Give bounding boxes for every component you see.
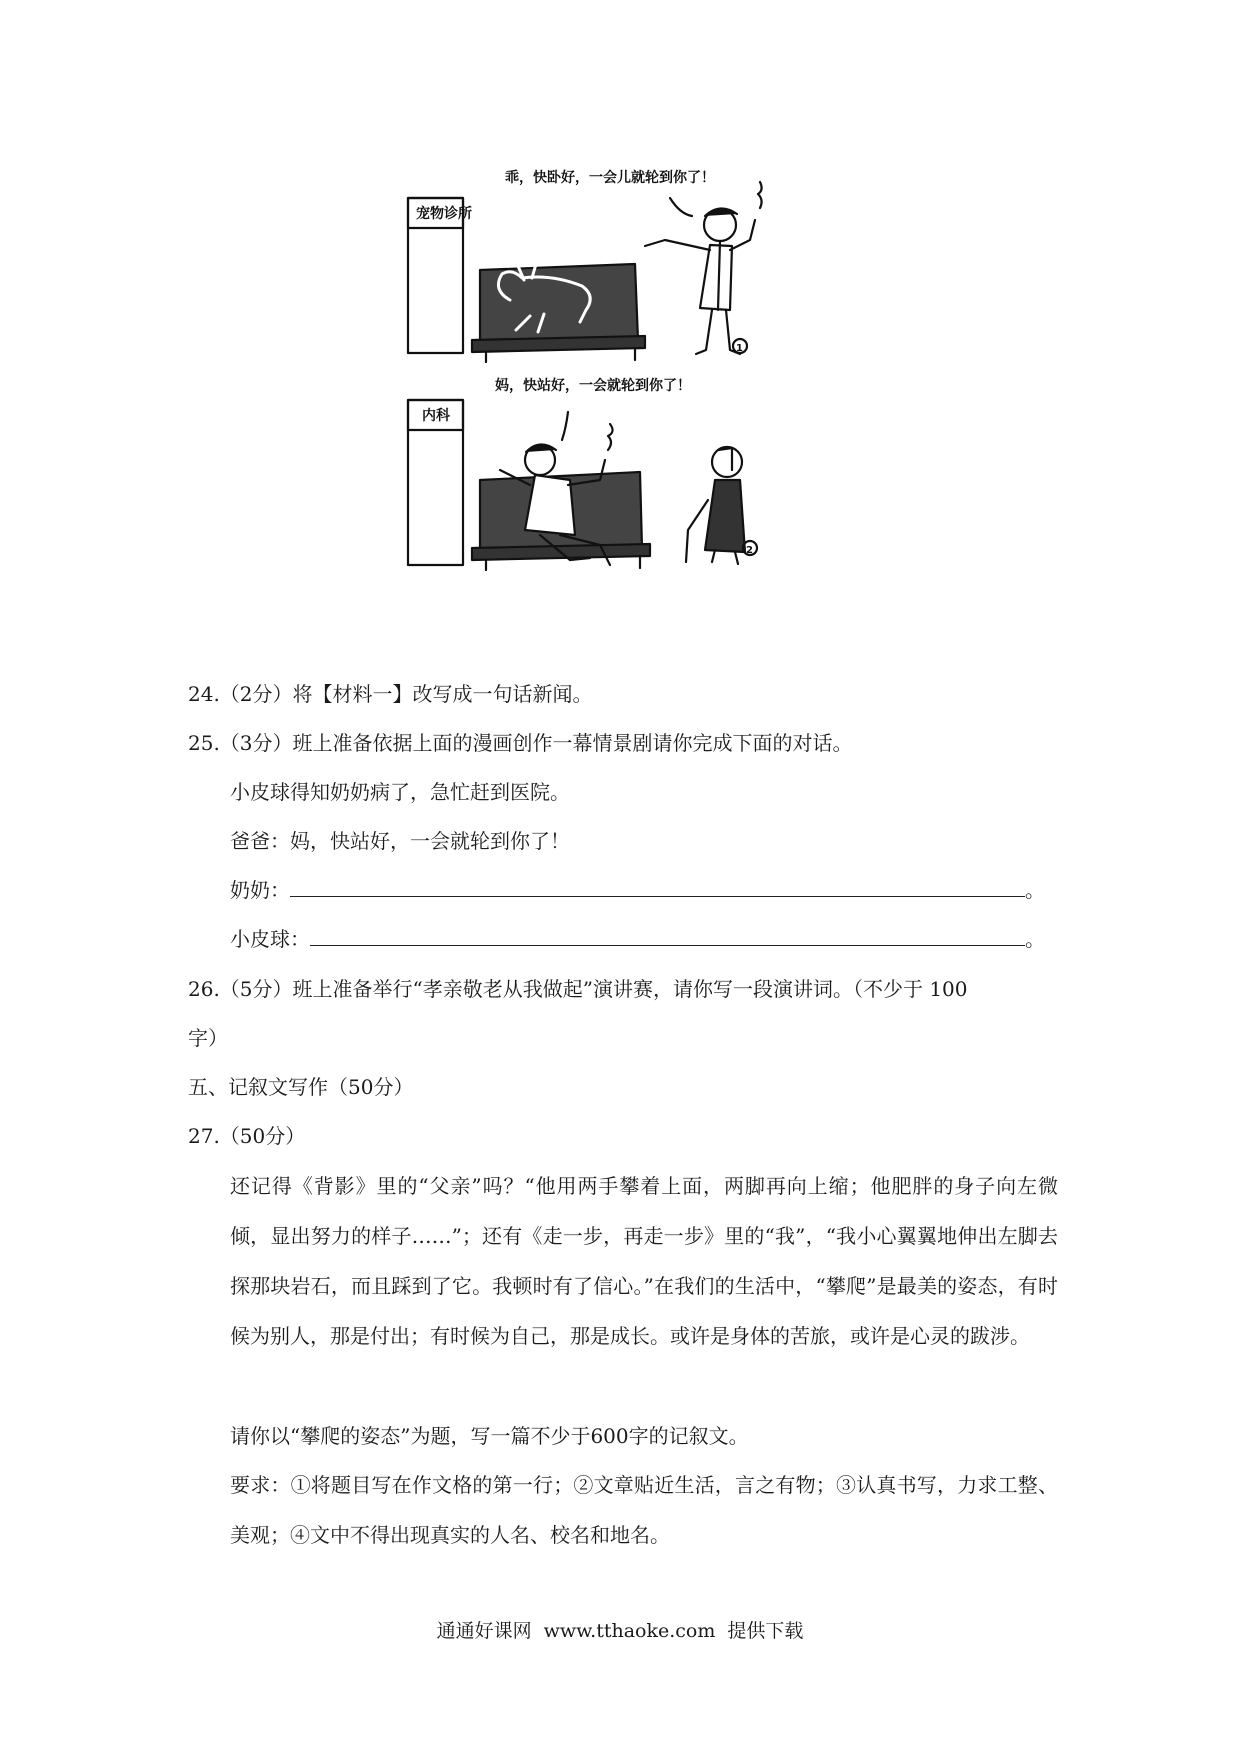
footer-suffix: 提供下载 [727, 1620, 804, 1642]
section-5-heading: 五、记叙文写作（50分） [188, 1075, 414, 1099]
sign-internal-medicine: 内科 [422, 408, 450, 424]
question-27-task [188, 1411, 1058, 1461]
kid-end-mark: 。 [1025, 927, 1045, 951]
comic-illustration [400, 150, 860, 650]
speech-bubble-2: 妈，快站好，一会就轮到你了！ [495, 378, 691, 394]
kid-label: 小皮球： [230, 927, 310, 951]
question-26-line1: 26.（5分）班上准备举行“孝亲敬老从我做起”演讲赛，请你写一段演讲词。（不少于 100 [188, 977, 968, 1001]
panel-number-1: 1 [736, 343, 743, 354]
grandma-end-mark: 。 [1025, 878, 1045, 902]
question-24: 24.（2分）将【材料一】改写成一句话新闻。 [188, 682, 593, 706]
question-25-scene: 小皮球得知奶奶病了，急忙赶到医院。 [230, 780, 570, 804]
sign-pet-clinic: 宠物诊所 [416, 206, 472, 222]
speech-bubble-1: 乖，快卧好，一会儿就轮到你了！ [505, 170, 715, 186]
requirements-text: 要求：①将题目写在作文格的第一行；②文章贴近生活，言之有物；③认真书写，力求工整、美观；④文中不得出现真实的人名、校名和地名。 [230, 1473, 1058, 1547]
grandma-answer-row [230, 876, 1045, 904]
question-25-prompt: 25.（3分）班上准备依据上面的漫画创作一幕情景剧请你完成下面的对话。 [188, 731, 853, 755]
panel-number-2: 2 [746, 545, 753, 556]
question-27-requirements [188, 1460, 1058, 1560]
medicine-door [408, 400, 463, 565]
grandma-answer-blank[interactable] [290, 876, 1025, 897]
kid-answer-blank[interactable] [310, 925, 1025, 946]
footer-site-name: 通通好课网 [436, 1620, 532, 1642]
question-27-heading: 27.（50分） [188, 1124, 306, 1148]
page-footer [0, 1616, 1240, 1643]
footer-url[interactable]: www.tthaoke.com [543, 1620, 716, 1642]
question-25-dad-line: 爸爸：妈，快站好，一会就轮到你了！ [230, 829, 570, 853]
passage-text: 还记得《背影》里的“父亲”吗？“他用两手攀着上面，两脚再向上缩；他肥胖的身子向左微倾，显出努力的样子……”；还有《走一步，再走一步》里的“我”，“我小心翼翼地伸出左脚去探那块岩石，而且踩到了它。我顿时有了信心。”在我们的生活中，“攀爬”是最美的姿态，有时候为别人，那是付出；有时候为自己，那是成长。或许是身体的苦旅，或许是心灵的跋涉。 [230, 1174, 1058, 1348]
question-26-line2: 字） [188, 1026, 228, 1050]
kid-answer-row [230, 925, 1045, 953]
task-text: 请你以“攀爬的姿态”为题，写一篇不少于600字的记叙文。 [230, 1424, 749, 1448]
question-27-passage [188, 1161, 1058, 1361]
grandma-label: 奶奶： [230, 878, 290, 902]
